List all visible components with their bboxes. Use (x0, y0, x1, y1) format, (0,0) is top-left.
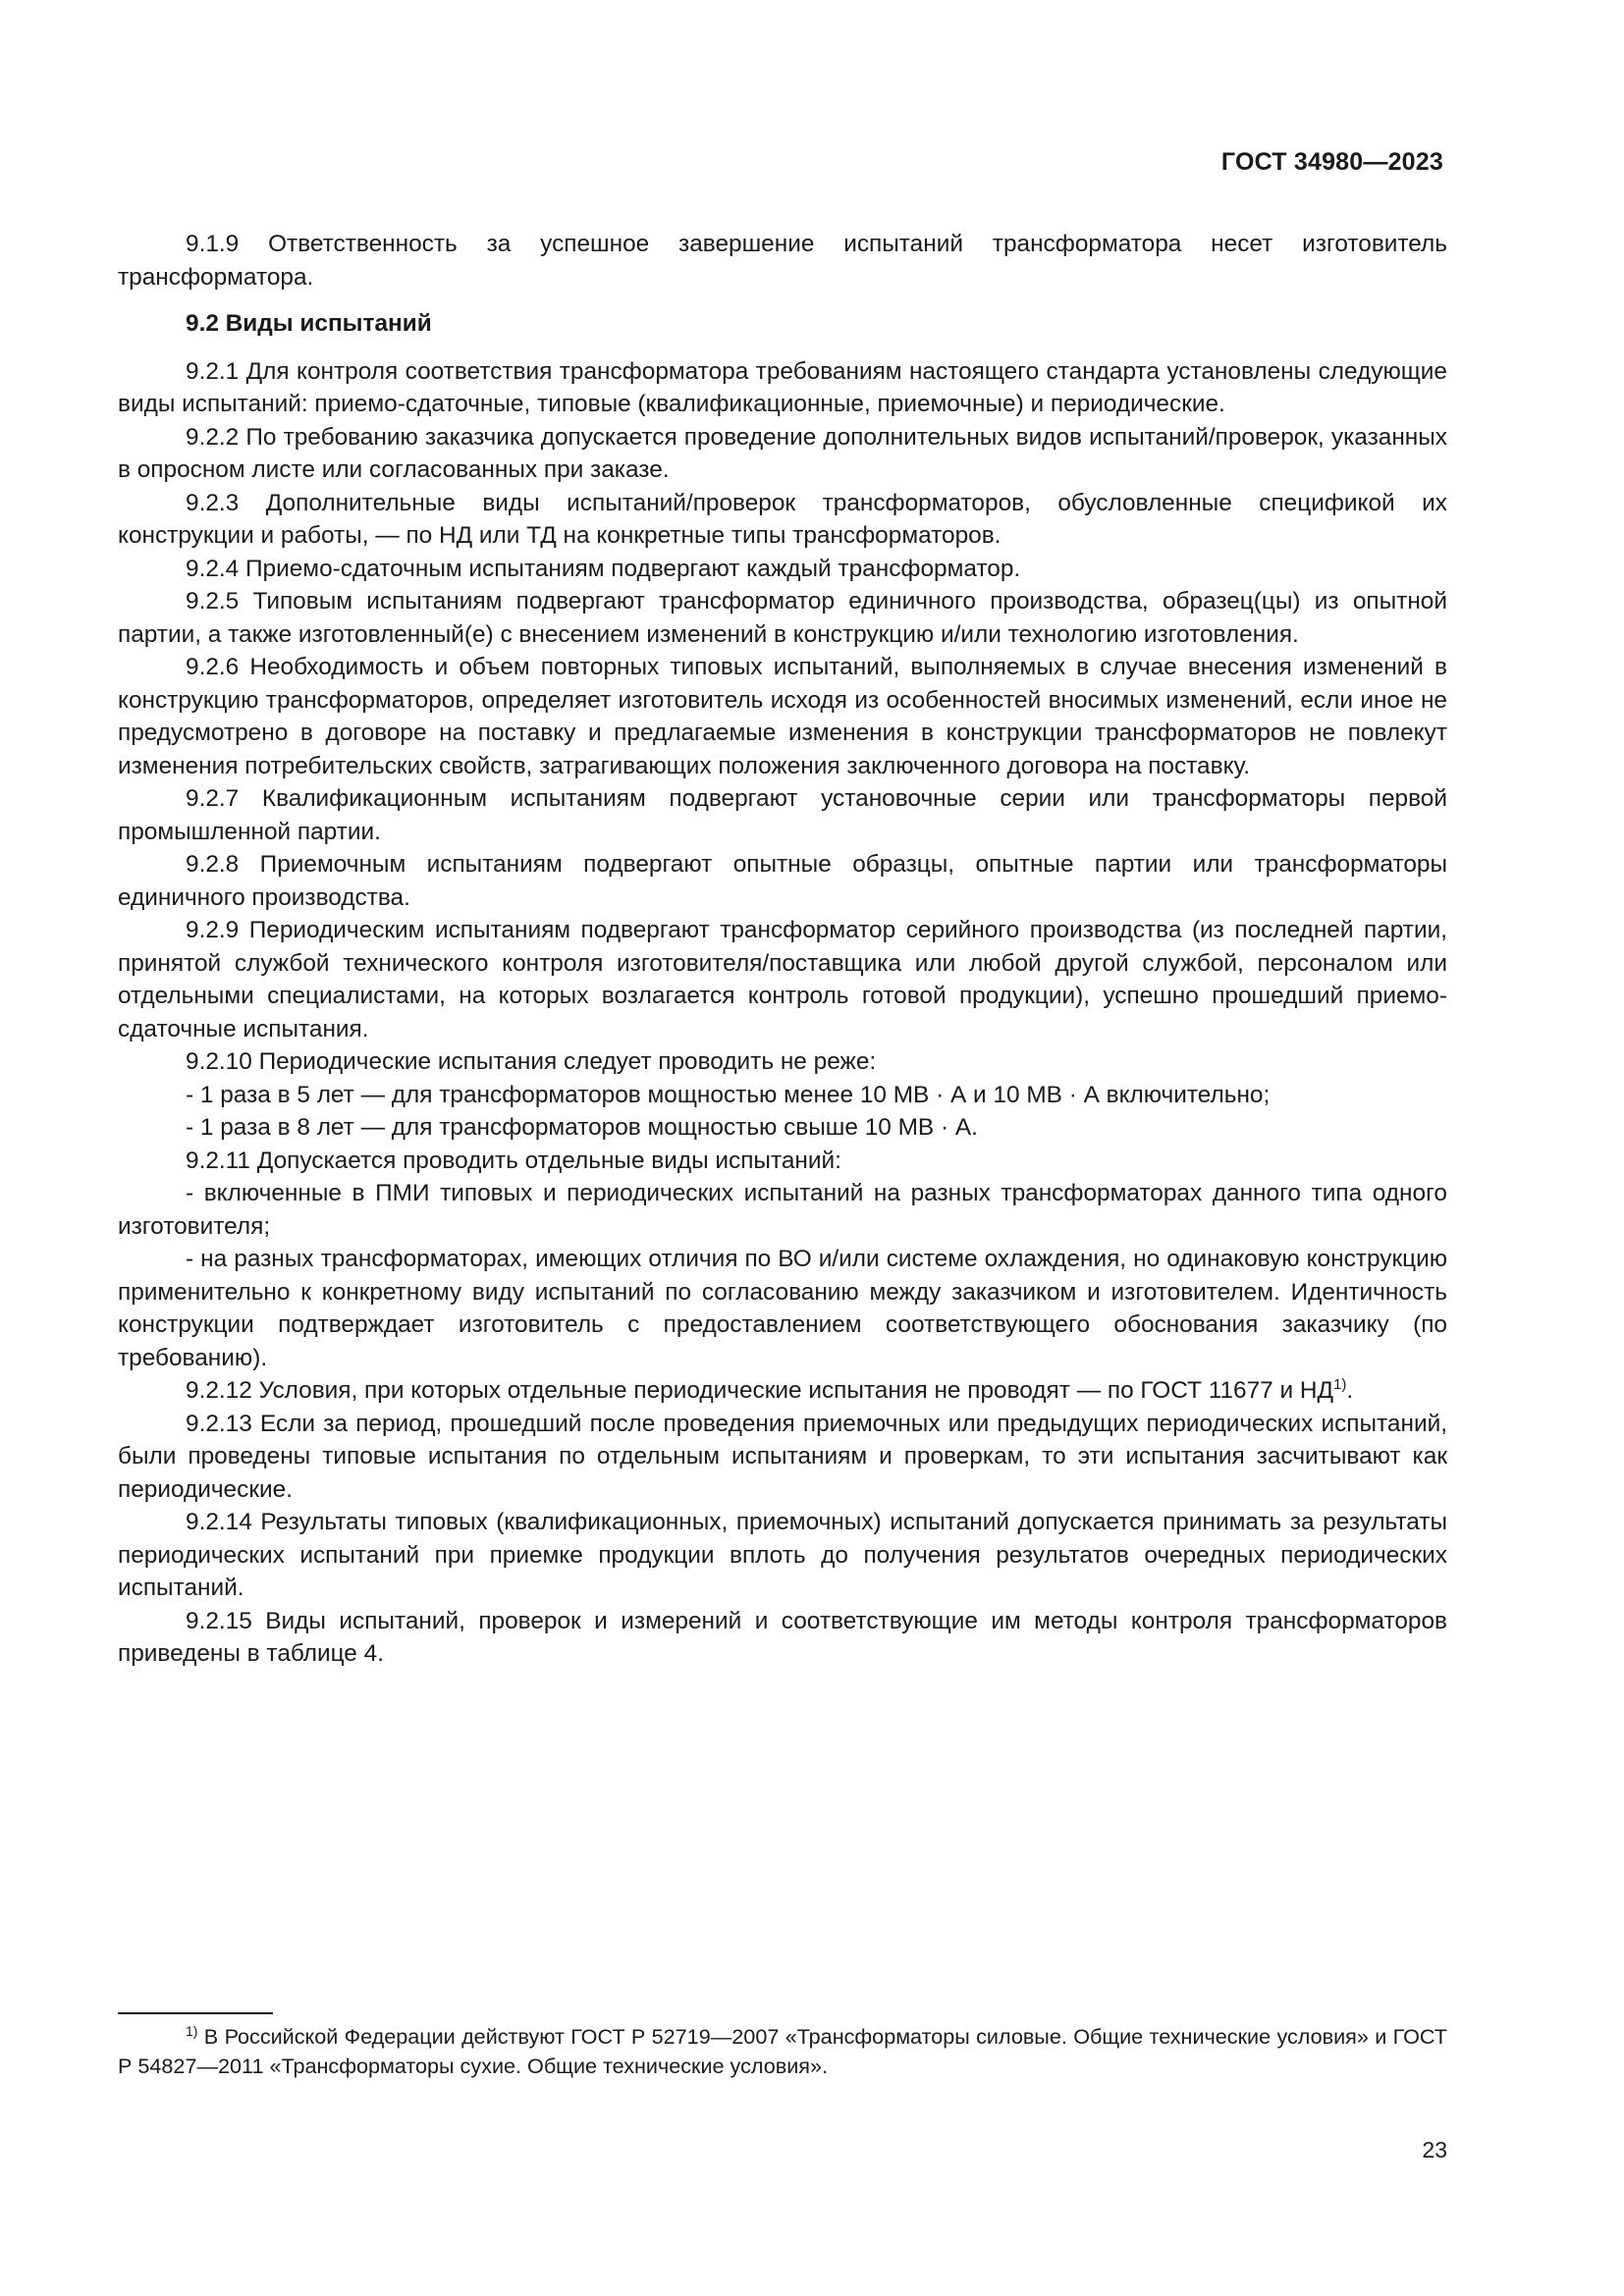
paragraph-9-1-9: 9.1.9 Ответственность за успешное завершение испытаний трансформатора несет изготовитель трансформатора. (118, 231, 1447, 291)
paragraph-9-2-4: 9.2.4 Приемо-сдаточным испытаниям подвергают каждый трансформатор. (186, 555, 1021, 582)
paragraph-9-2-8: 9.2.8 Приемочным испытаниям подвергают опытные образцы, опытные партии или трансформаторы единичного производства. (118, 851, 1447, 911)
paragraph-9-2-6: 9.2.6 Необходимость и объем повторных типовых испытаний, выполняемых в случае внесения изменений в конструкцию трансформаторов, определяет изготовитель исходя из особенностей вносимых изменений, если иное не предусмотрено в договоре на поставку и предлагаемые изменения в конструкции трансформаторов не повлекут изменения потребительских свойств, затрагивающих положения заключенного договора на поставку. (118, 654, 1447, 779)
list-item-9-2-11-a: - включенные в ПМИ типовых и периодических испытаний на разных трансформаторах данного типа одного изготовителя; (118, 1180, 1447, 1240)
section-heading-9-2: 9.2 Виды испытаний (186, 310, 432, 337)
paragraph-9-2-9: 9.2.9 Периодическим испытаниям подвергают трансформатор серийного производства (из последней партии, принятой службой технического контроля изготовителя/поставщика или любой другой службой, персоналом или отдельными специалистами, на которых возлагается контроль готовой продукции), успешно прошедший приемо-сдаточные испытания. (118, 917, 1447, 1042)
paragraph-9-2-11: 9.2.11 Допускается проводить отдельные виды испытаний: (186, 1147, 841, 1174)
paragraph-9-2-13: 9.2.13 Если за период, прошедший после проведения приемочных или предыдущих периодических испытаний, были проведены типовые испытания по отдельным испытаниям и проверкам, то эти испытания засчитывают как периодические. (118, 1410, 1447, 1503)
footnote (118, 2022, 1447, 2081)
list-item-9-2-11-b: - на разных трансформаторах, имеющих отличия по ВО и/или системе охлаждения, но одинаковую конструкцию применительно к конкретному виду испытаний по согласованию между заказчиком и изготовителем. Идентичность конструкции подтверждает изготовитель с предоставлением соответствующего обоснования заказчику (по требованию). (118, 1246, 1447, 1371)
main-text (118, 228, 1447, 1671)
document-id-header: ГОСТ 34980—2023 (1220, 148, 1443, 176)
paragraph-9-2-12-text: 9.2.12 Условия, при которых отдельные периодические испытания не проводят — по ГОСТ 11677 и НД (186, 1377, 1334, 1404)
paragraph-9-2-14: 9.2.14 Результаты типовых (квалификационных, приемочных) испытаний допускается принимать за результаты периодических испытаний при приемке продукции вплоть до получения результатов очередных периодических испытаний. (118, 1509, 1447, 1601)
footnote-text: В Российской Федерации действуют ГОСТ Р 52719—2007 «Трансформаторы силовые. Общие технические условия» и ГОСТ Р 54827—2011 «Трансформаторы сухие. Общие технические условия». (118, 2024, 1447, 2078)
footnote-paragraph (118, 2022, 1447, 2081)
list-item-9-2-10-b: - 1 раза в 8 лет — для трансформаторов мощностью свыше 10 МВ · А. (186, 1114, 978, 1141)
list-item-9-2-10-a: - 1 раза в 5 лет — для трансформаторов мощностью менее 10 МВ · А и 10 МВ · А включительно; (186, 1081, 1271, 1108)
paragraph-9-2-12-end: . (1346, 1377, 1354, 1404)
footnote-separator (118, 2012, 273, 2014)
paragraph-9-2-10: 9.2.10 Периодические испытания следует проводить не реже: (186, 1048, 877, 1075)
paragraph-9-2-1: 9.2.1 Для контроля соответствия трансформатора требованиям настоящего стандарта установлены следующие виды испытаний: приемо-сдаточные, типовые (квалификационные, приемочные) и периодические. (118, 357, 1447, 417)
paragraph-9-2-2: 9.2.2 По требованию заказчика допускается проведение дополнительных видов испытаний/проверок, указанных в опросном листе или согласованных при заказе. (118, 423, 1447, 483)
page-number: 23 (1422, 2137, 1447, 2163)
paragraph-9-2-15: 9.2.15 Виды испытаний, проверок и измерений и соответствующие им методы контроля трансформаторов приведены в таблице 4. (118, 1607, 1447, 1667)
footnote-reference: 1) (1333, 1376, 1347, 1393)
paragraph-9-2-12 (118, 1374, 1447, 1408)
paragraph-9-2-3: 9.2.3 Дополнительные виды испытаний/проверок трансформаторов, обусловленные спецификой их конструкции и работы, — по НД или ТД на конкретные типы трансформаторов. (118, 489, 1447, 549)
footnote-marker: 1) (186, 2023, 198, 2039)
paragraph-9-2-5: 9.2.5 Типовым испытаниям подвергают трансформатор единичного производства, образец(цы) из опытной партии, а также изготовленный(е) с внесением изменений в конструкцию и/или технологию изготовления. (118, 588, 1447, 648)
paragraph-9-2-7: 9.2.7 Квалификационным испытаниям подвергают установочные серии или трансформаторы первой промышленной партии. (118, 785, 1447, 845)
